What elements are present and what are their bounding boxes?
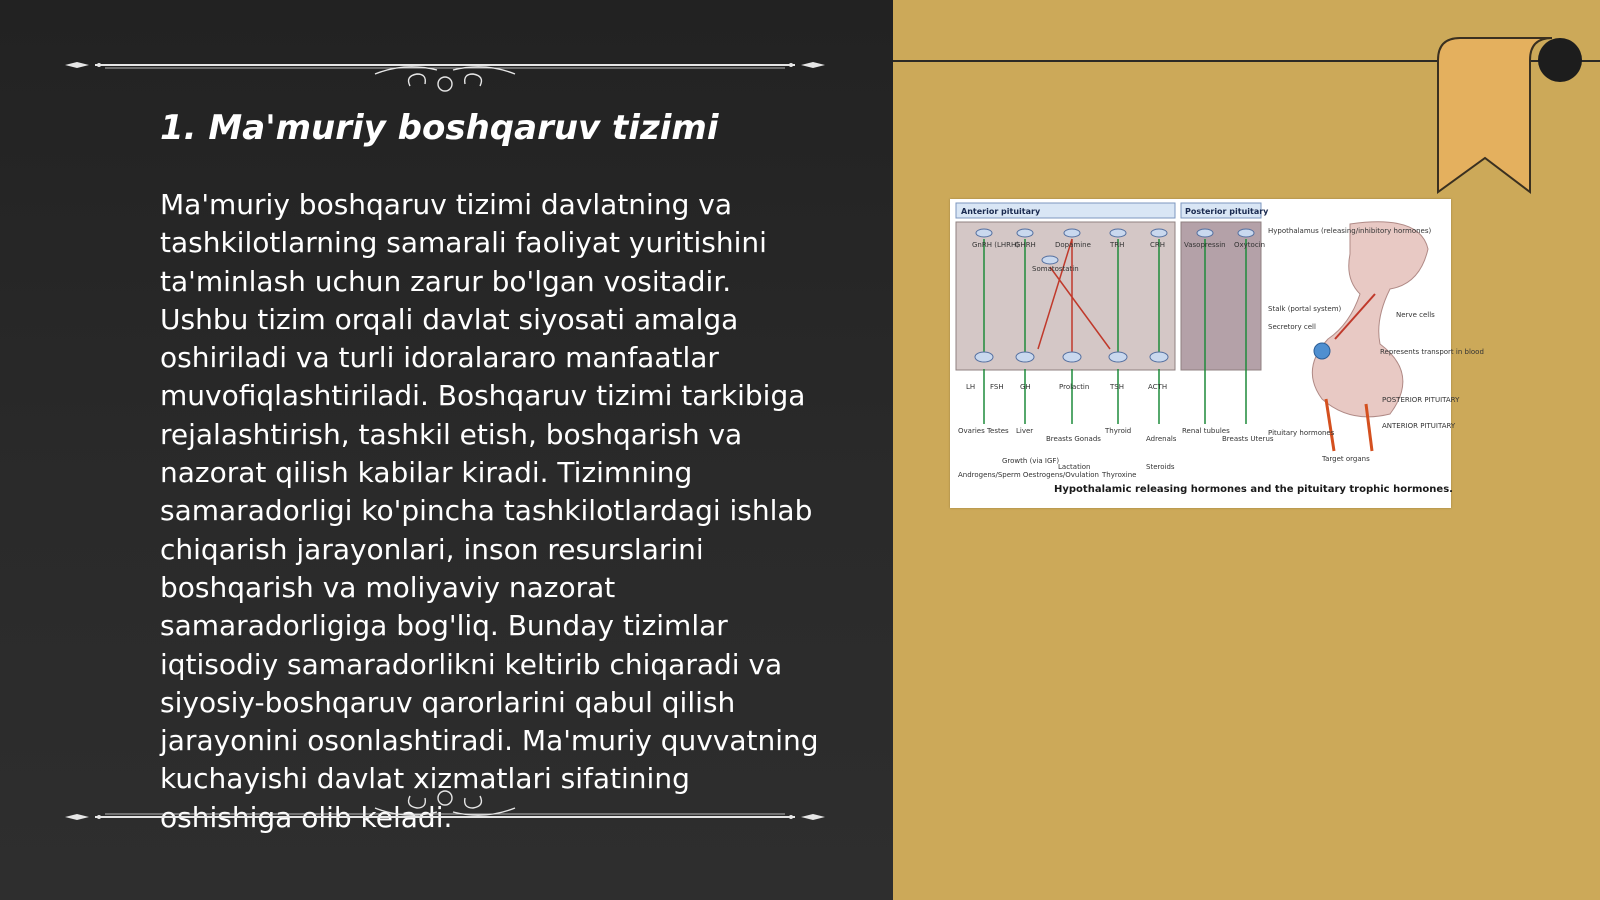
hormone-label: FSH	[990, 383, 1004, 391]
hormone-label: GnRH (LHRH)	[972, 241, 1019, 249]
anatomy-label: Stalk (portal system)	[1268, 305, 1342, 313]
hormone-label: Dopamine	[1055, 241, 1091, 249]
anatomy-label: POSTERIOR PITUITARY	[1382, 396, 1460, 404]
hormone-label: ACTH	[1148, 383, 1168, 391]
product-label: Androgens/Sperm Oestrogens/Ovulation	[958, 471, 1099, 479]
hormone-label: Prolactin	[1059, 383, 1090, 391]
pituitary-hormone-labels	[966, 383, 1167, 391]
hormone-label: TRH	[1110, 241, 1125, 249]
pituitary-anatomy	[1312, 222, 1428, 451]
ornament-divider-top	[65, 48, 825, 88]
product-labels	[958, 457, 1175, 479]
target-label: Ovaries Testes	[958, 427, 1009, 435]
target-label: Adrenals	[1146, 435, 1177, 443]
anatomy-label: ANTERIOR PITUITARY	[1382, 422, 1456, 430]
slide-title: 1. Ma'muriy boshqaruv tizimi	[160, 108, 719, 148]
anatomy-label: Hypothalamus (releasing/inhibitory hormones)	[1268, 227, 1432, 235]
hormone-label: GHRH	[1015, 241, 1036, 249]
target-label: Thyroid	[1105, 427, 1132, 435]
anatomy-label: Nerve cells	[1396, 311, 1435, 319]
posterior-pituitary-header: Posterior pituitary	[1185, 207, 1269, 216]
hormone-label: TSH	[1110, 383, 1124, 391]
anterior-pituitary-header: Anterior pituitary	[961, 207, 1041, 216]
hormone-diagram	[950, 199, 1484, 508]
target-labels	[958, 427, 1274, 443]
hormone-label: Somatostatin	[1032, 265, 1079, 273]
ornament-divider-bottom	[65, 790, 825, 830]
target-label: Breasts Uterus	[1222, 435, 1274, 443]
hormone-label: Oxytocin	[1234, 241, 1266, 249]
hormone-label: CRH	[1150, 241, 1166, 249]
bookmark-ribbon-icon	[1430, 32, 1600, 202]
hormone-label: GH	[1020, 383, 1031, 391]
product-label: Steroids	[1146, 463, 1175, 471]
anatomy-label: Pituitary hormones	[1268, 429, 1335, 437]
target-label: Breasts Gonads	[1046, 435, 1101, 443]
hormone-label: Vasopressin	[1184, 241, 1226, 249]
hormone-label: LH	[966, 383, 976, 391]
target-label: Renal tubules	[1182, 427, 1230, 435]
target-label: Liver	[1016, 427, 1034, 435]
product-label: Growth (via IGF)	[1002, 457, 1060, 465]
anatomy-label: Target organs	[1322, 455, 1370, 463]
slide-body-text: Ma'muriy boshqaruv tizimi davlatning va tashkilotlarning samarali faoliyat yuritishini ta'minlash uchun zarur bo'lgan vositadir. Ushbu tizim orqali davlat siyosati amalga oshiriladi va turli idoralararo manfaatlar muvofiqlashtiriladi. Boshqaruv tizimi tarkibiga rejalashtirish, tashkil etish, boshqarish va nazorat qilish kabilar kiradi. Tizimning samaradorligi ko'pincha tashkilotlardagi ishlab chiqarish jarayonlari, inson resurslarini boshqarish va moliyaviy nazorat samaradorligiga bog'liq. Bunday tizimlar iqtisodiy samaradorlikni keltirib chiqaradi va siyosiy-boshqaruv qarorlarini qabul qilish jarayonini osonlashtiradi. Ma'muriy quvvatning kuchayishi davlat xizmatlari sifatining oshishiga olib keladi.	[160, 188, 819, 834]
figure-caption: Hypothalamic releasing hormones and the pituitary trophic hormones.	[1054, 484, 1453, 495]
product-label: Thyroxine	[1102, 471, 1137, 479]
anatomy-label: Secretory cell	[1268, 323, 1316, 331]
hormone-figure	[950, 199, 1484, 508]
anatomy-label: Represents transport in blood	[1380, 348, 1484, 356]
product-label: Lactation	[1058, 463, 1091, 471]
